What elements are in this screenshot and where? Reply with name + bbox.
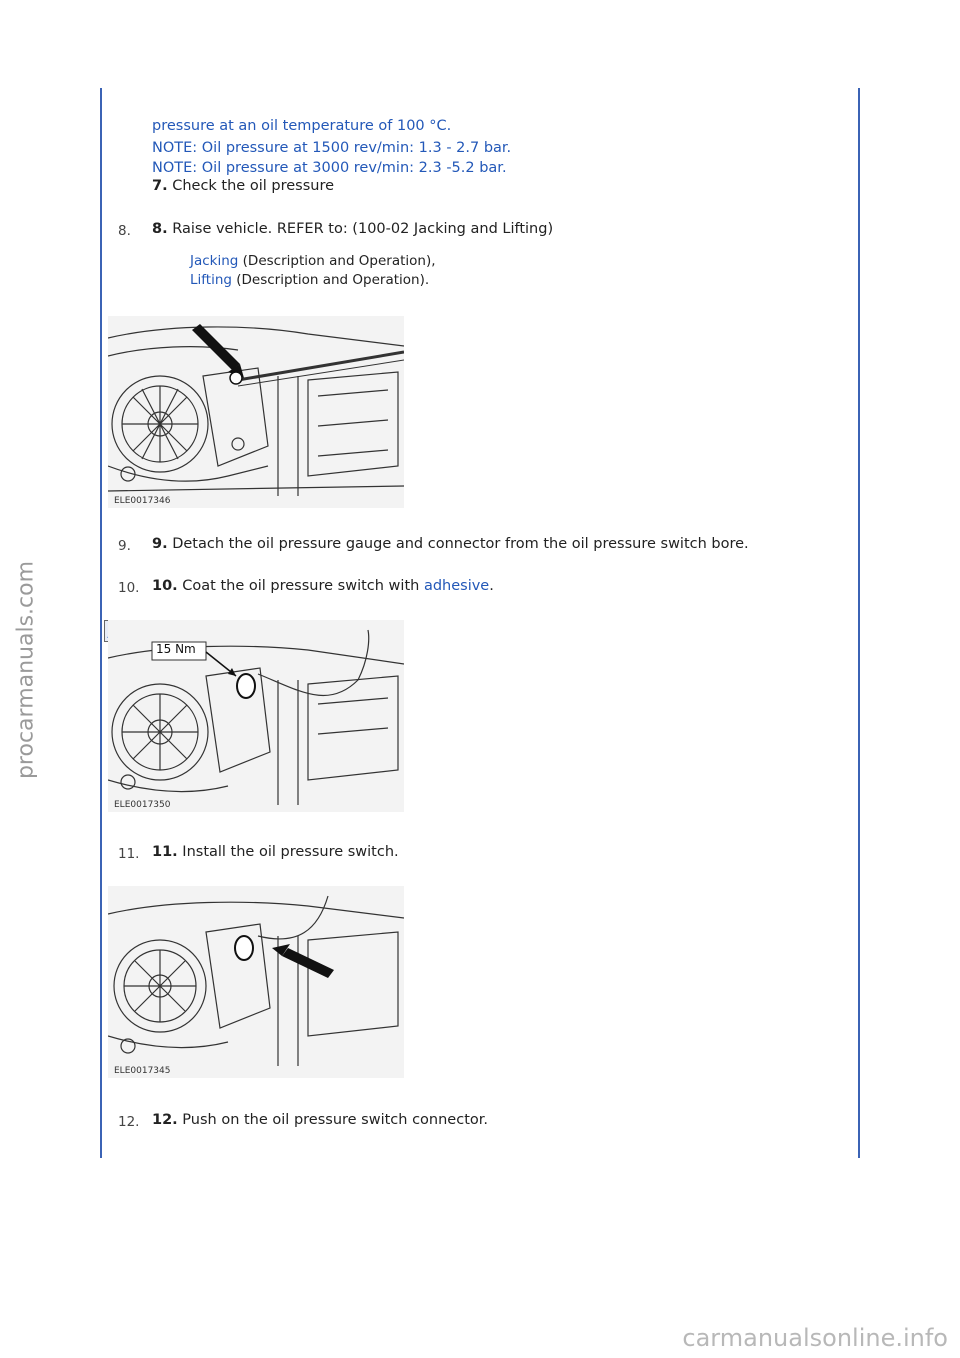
- engine-illustration-3: [108, 886, 404, 1078]
- step-12: 12. Push on the oil pressure switch connector.: [152, 1112, 488, 1128]
- step-11: 11. Install the oil pressure switch.: [152, 844, 399, 860]
- reference-lifting: Lifting (Description and Operation).: [190, 272, 430, 288]
- figure-label-3: ELE0017345: [114, 1066, 171, 1076]
- figure-label-2: ELE0017350: [114, 800, 171, 810]
- step-number-12: 12.: [118, 1114, 140, 1130]
- note-temperature: pressure at an oil temperature of 100 °C.: [152, 118, 452, 134]
- step-number-11: 11.: [118, 846, 140, 862]
- jacking-link[interactable]: Jacking: [190, 253, 239, 269]
- step-number-8: 8.: [118, 223, 131, 239]
- figure-label-1: ELE0017346: [114, 496, 171, 506]
- lifting-link[interactable]: Lifting: [190, 272, 232, 288]
- step-7: 7. Check the oil pressure: [152, 178, 335, 194]
- right-border-line: [858, 88, 860, 1158]
- reference-jacking: Jacking (Description and Operation),: [190, 253, 436, 269]
- step-10: 10. Coat the oil pressure switch with adhesive.: [152, 578, 494, 594]
- torque-label: 15 Nm: [156, 642, 196, 656]
- engine-illustration-1: [108, 316, 404, 508]
- note-3000: NOTE: Oil pressure at 3000 rev/min: 2.3 -5.2 bar.: [152, 160, 507, 176]
- adhesive-link[interactable]: adhesive: [423, 578, 490, 594]
- engine-illustration-2: [108, 620, 404, 812]
- figure-gauge-removal: [108, 316, 404, 508]
- left-border-line: [100, 88, 102, 1158]
- step-number-10: 10.: [118, 580, 140, 596]
- note-1500: NOTE: Oil pressure at 1500 rev/min: 1.3 - 2.7 bar.: [152, 140, 512, 156]
- figure-switch-torque: [108, 620, 404, 812]
- figure-switch-install: [108, 886, 404, 1078]
- step-9: 9. Detach the oil pressure gauge and connector from the oil pressure switch bore.: [152, 536, 749, 552]
- side-watermark: procarmanuals.com: [13, 560, 39, 780]
- bottom-watermark: carmanualsonline.info: [682, 1324, 948, 1352]
- step-number-9: 9.: [118, 538, 131, 554]
- step-8: 8. Raise vehicle. REFER to: (100-02 Jacking and Lifting): [152, 221, 554, 237]
